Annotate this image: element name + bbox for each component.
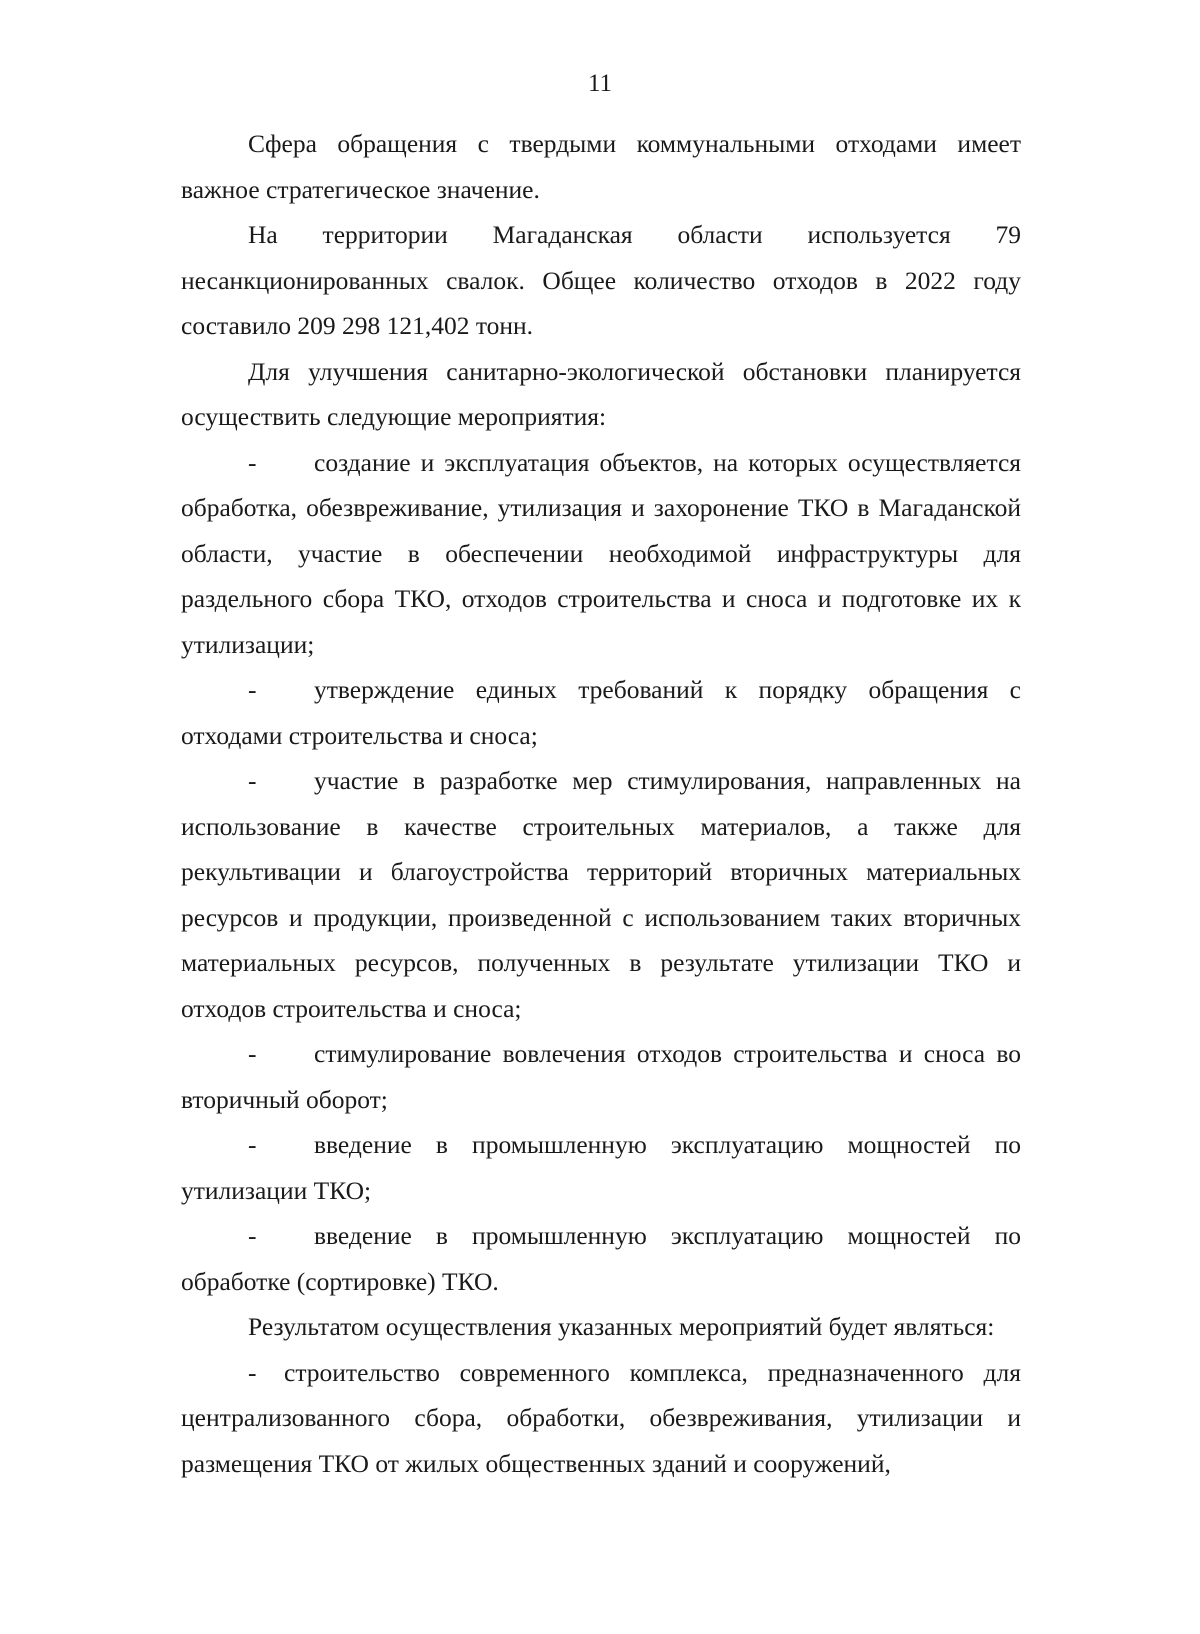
- list-item: [181, 1213, 1021, 1304]
- list-item: [181, 440, 1021, 668]
- list-item-text: утверждение единых требований к порядку обращения с отходами строительства и сноса;: [181, 675, 1021, 750]
- list-dash: -: [248, 1221, 257, 1250]
- list-item-text: участие в разработке мер стимулирования, направленных на использование в качестве строительных материалов, а также для рекультивации и благоустройства территорий вторичных материальных ресурсов и продукции, произведенной с использованием таких вторичных материальных ресурсов, полученных в результате утилизации ТКО и отходов строительства и сноса;: [181, 766, 1021, 1023]
- paragraph-result: Результатом осуществления указанных мероприятий будет являться:: [248, 1312, 995, 1341]
- list-item-text: введение в промышленную эксплуатацию мощностей по обработке (сортировке) ТКО.: [181, 1221, 1021, 1296]
- paragraph-improvement: Для улучшения санитарно-экологической обстановки планируется осуществить следующие мероприятия:: [181, 356, 1021, 431]
- list-dash: -: [248, 1357, 257, 1387]
- list-item-text: строительство современного комплекса, предназначенного для централизованного сбора, обработки, обезвреживания, утилизации и размещения ТКО от жилых общественных зданий и сооружений,: [181, 1357, 1021, 1478]
- list-item: [181, 1122, 1021, 1213]
- page-number: 11: [587, 70, 613, 97]
- list-dash: -: [248, 447, 257, 477]
- list-dash: -: [248, 766, 257, 795]
- paragraph-territory: На территории Магаданская области используется 79 несанкционированных свалок. Общее количество отходов в 2022 году составило 209 298 121,402 тонн.: [181, 220, 1021, 340]
- list-item: [181, 1031, 1021, 1122]
- paragraph-sphere: Сфера обращения с твердыми коммунальными отходами имеет важное стратегическое значение.: [181, 129, 1021, 204]
- list-item: [181, 1350, 1021, 1487]
- list-item-text: создание и эксплуатация объектов, на которых осуществляется обработка, обезвреживание, утилизация и захоронение ТКО в Магаданской области, участие в обеспечении необходимой инфраструктуры для раздельного сбора ТКО, отходов строительства и сноса и подготовке их к утилизации;: [181, 447, 1021, 659]
- list-item: [181, 667, 1021, 758]
- list-item-text: стимулирование вовлечения отходов строительства и сноса во вторичный оборот;: [181, 1039, 1021, 1114]
- list-dash: -: [248, 1130, 257, 1159]
- list-item: [181, 758, 1021, 1031]
- list-dash: -: [248, 1039, 257, 1068]
- document-body: [181, 121, 1021, 1486]
- list-item-text: введение в промышленную эксплуатацию мощностей по утилизации ТКО;: [181, 1130, 1021, 1205]
- list-dash: -: [248, 675, 257, 704]
